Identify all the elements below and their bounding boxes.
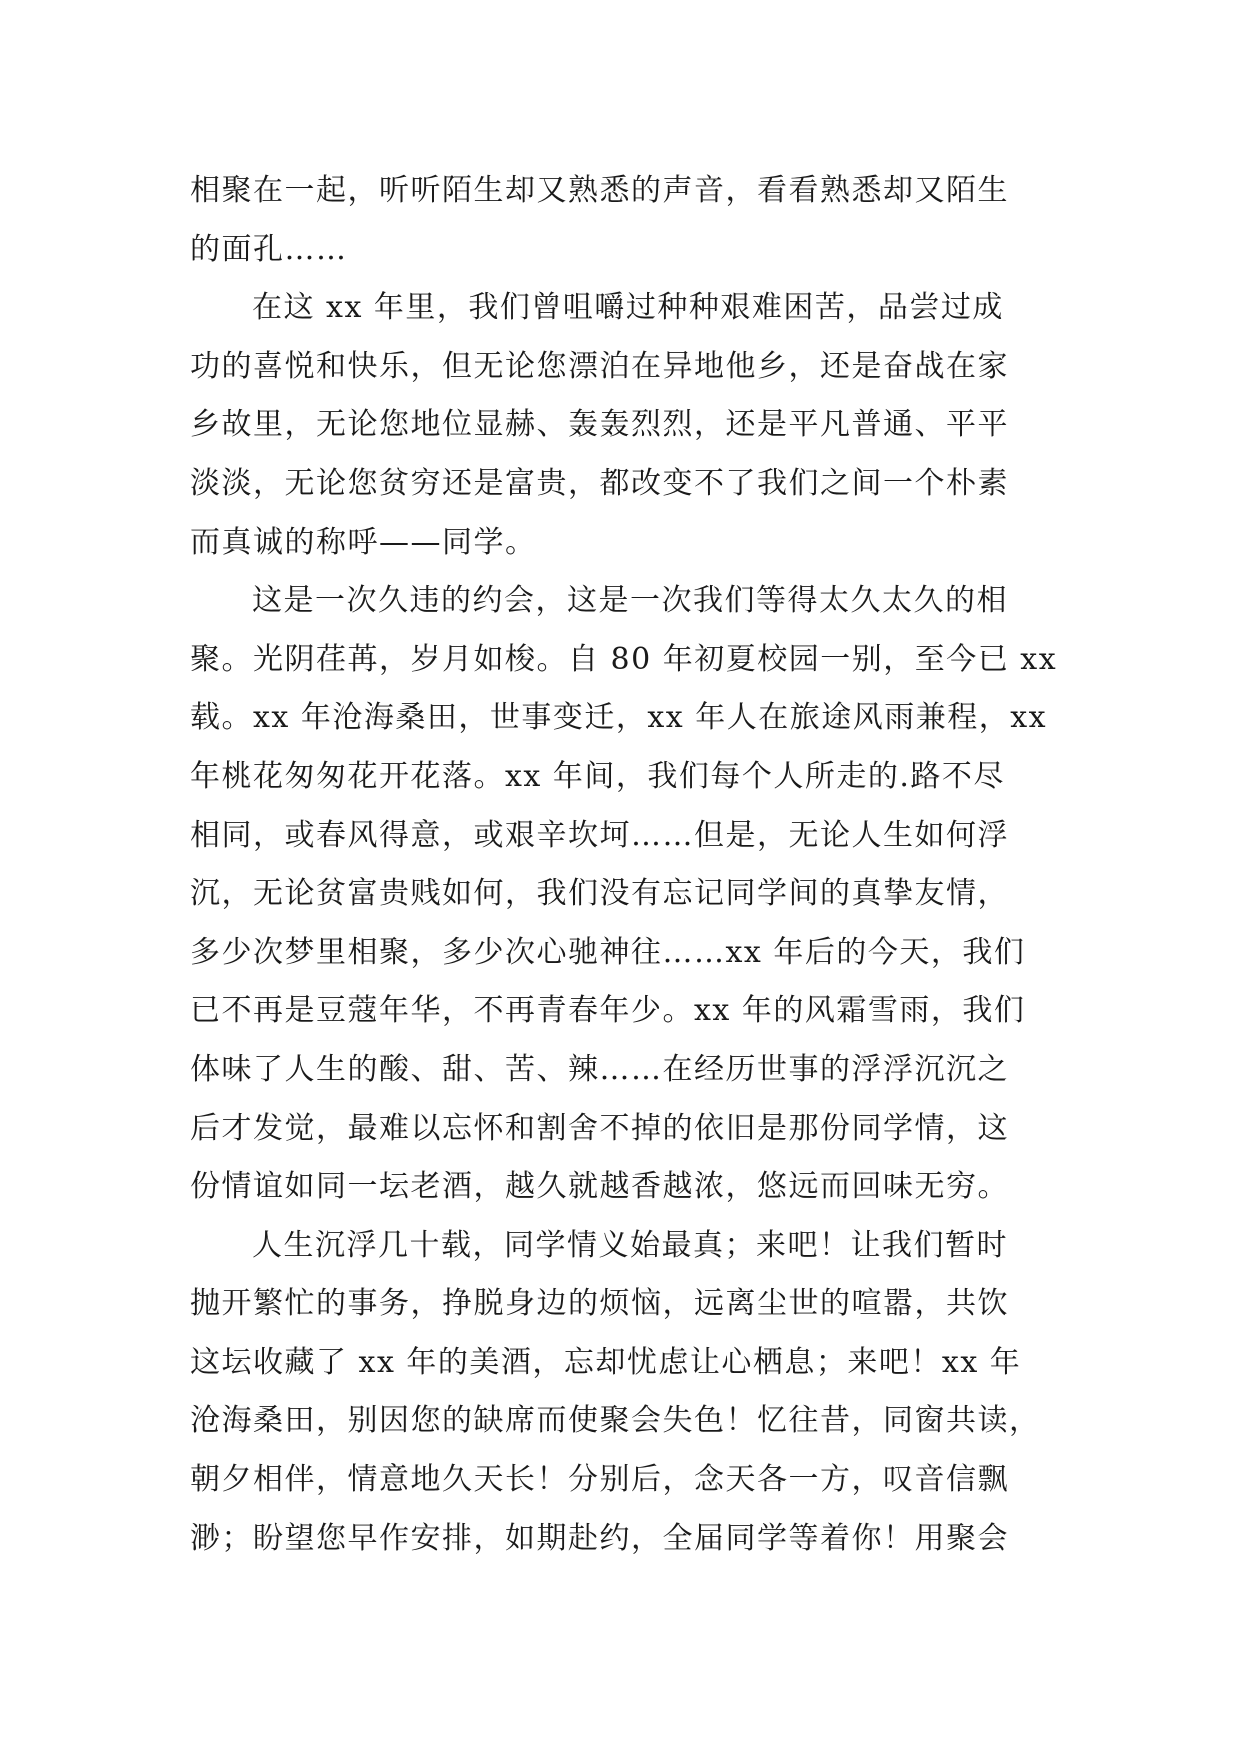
text-line: 相同，或春风得意，或艰辛坎坷……但是，无论人生如何浮 <box>190 817 1009 853</box>
text-line: 相聚在一起，听听陌生却又熟悉的声音，看看熟悉却又陌生 <box>190 173 1009 208</box>
text-line: 沉，无论贫富贵贱如何，我们没有忘记同学间的真挚友情， <box>190 876 1009 912</box>
text-line: 体味了人生的酸、甜、苦、辣……在经历世事的浮浮沉沉之 <box>190 1051 1009 1087</box>
paragraph <box>190 1217 1052 1569</box>
text-line: 多少次梦里相聚，多少次心驰神往……xx 年后的今天，我们 <box>190 934 1026 970</box>
text-line: 的面孔…… <box>190 231 348 267</box>
text-line: 乡故里，无论您地位显赫、轰轰烈烈，还是平凡普通、平平 <box>190 407 1009 443</box>
paragraph <box>190 279 1052 572</box>
text-line: 后才发觉，最难以忘怀和割舍不掉的依旧是那份同学情，这 <box>190 1110 1009 1146</box>
text-line: 载。xx 年沧海桑田，世事变迁，xx 年人在旅途风雨兼程，xx <box>190 700 1048 736</box>
text-line: 抛开繁忙的事务，挣脱身边的烦恼，远离尘世的喧嚣，共饮 <box>190 1286 1009 1322</box>
text-line: 已不再是豆蔻年华，不再青春年少。xx 年的风霜雪雨，我们 <box>190 993 1026 1029</box>
document-body <box>190 162 1058 1568</box>
text-line: 这坛收藏了 xx 年的美酒，忘却忧虑让心栖息；来吧！xx 年 <box>190 1344 1022 1380</box>
text-line: 朝夕相伴，情意地久天长！分别后，念天各一方，叹音信飘 <box>190 1462 1009 1498</box>
paragraph <box>190 572 1058 1217</box>
text-line: 在这 xx 年里，我们曾咀嚼过种种艰难困苦，品尝过成 <box>252 290 1004 326</box>
text-line: 年桃花匆匆花开花落。xx 年间，我们每个人所走的.路不尽 <box>190 758 1005 794</box>
text-line: 功的喜悦和快乐，但无论您漂泊在异地他乡，还是奋战在家 <box>190 348 1009 384</box>
text-line: 人生沉浮几十载，同学情义始最真；来吧！让我们暂时 <box>252 1227 1008 1263</box>
text-line: 沧海桑田，别因您的缺席而使聚会失色！忆往昔，同窗共读， <box>190 1403 1041 1439</box>
text-line: 聚。光阴荏苒，岁月如梭。自 80 年初夏校园一别，至今已 xx <box>190 641 1058 677</box>
paragraph <box>190 162 1052 279</box>
text-line: 淡淡，无论您贫穷还是富贵，都改变不了我们之间一个朴素 <box>190 465 1009 501</box>
text-line: 而真诚的称呼——同学。 <box>190 524 537 560</box>
text-line: 渺；盼望您早作安排，如期赴约，全届同学等着你！用聚会 <box>190 1520 1009 1556</box>
text-line: 份情谊如同一坛老酒，越久就越香越浓，悠远而回味无穷。 <box>190 1169 1009 1205</box>
text-line: 这是一次久违的约会，这是一次我们等得太久太久的相 <box>252 583 1008 619</box>
